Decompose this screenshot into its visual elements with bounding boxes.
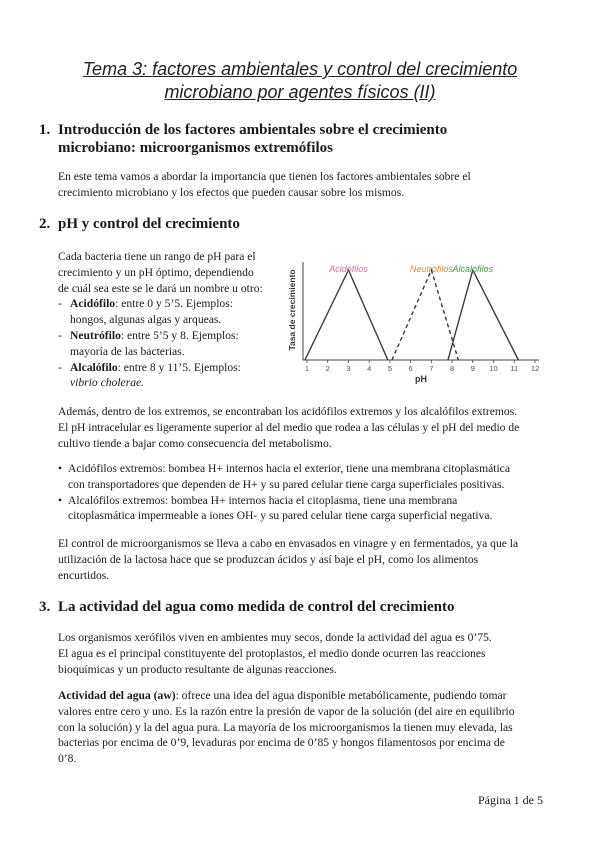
section-3-heading-text: La actividad del agua como medida de control del crecimiento xyxy=(58,599,455,615)
page-number: Página 1 de 5 xyxy=(478,793,543,807)
paragraph-line: El agua es el principal constituyente del protoplastos, el medio donde ocurren las reacciones xyxy=(58,646,486,660)
list-item xyxy=(58,360,278,392)
list-item-text: : entre 0 y 5’5. Ejemplos: xyxy=(115,297,233,311)
list-item-text: : entre 5’5 y 8. Ejemplos: xyxy=(120,328,239,342)
x-tick-label: 5 xyxy=(387,364,392,373)
ph-intro-block xyxy=(58,249,278,391)
x-tick-label: 8 xyxy=(450,364,455,373)
paragraph-line: de cuál sea este se le dará un nombre u otro: xyxy=(58,281,263,295)
section-1-heading xyxy=(39,121,448,157)
paragraph-line: En este tema vamos a abordar la importancia que tienen los factores ambientales sobre el xyxy=(58,170,471,183)
paragraph-line: Además, dentro de los extremos, se encontraban los acidófilos extremos y los alcalófilos extremos. xyxy=(58,405,518,418)
list-item-text: mayoría de las bacterias. xyxy=(70,344,185,358)
extremophile-bullets xyxy=(58,461,548,524)
y-axis-label: Tasa de crecimiento xyxy=(287,269,297,351)
paragraph-line xyxy=(58,688,544,704)
x-tick-label: 6 xyxy=(408,364,413,373)
paragraph-line: Cada bacteria tiene un rango de pH para el xyxy=(58,250,256,263)
bullet-marker: • xyxy=(58,493,63,507)
section-2-number: 2. xyxy=(39,216,51,232)
list-item-term: Alcalófilo xyxy=(70,360,118,374)
list-item xyxy=(58,296,278,328)
dash-marker: - xyxy=(58,360,62,374)
series-line-neutrófilos xyxy=(392,270,458,360)
section-3-paragraph-2 xyxy=(58,688,544,767)
paragraph-line: 0’8. xyxy=(58,752,77,766)
section-1-heading-line-2: microbiano: microorganismos extremófilos xyxy=(58,140,333,156)
section-1-heading-line-1: Introducción de los factores ambientales sobre el crecimiento xyxy=(58,122,448,138)
list-item-term: Acidófilo xyxy=(70,297,116,311)
paragraph-line: encurtidos. xyxy=(58,568,110,582)
x-tick-label: 7 xyxy=(429,364,434,373)
section-1-number: 1. xyxy=(39,122,51,138)
bullet-text: citoplasmática impermeable a iones OH- y su pared celular tiene carga superficial negativa. xyxy=(68,509,493,523)
paragraph-line: El control de microorganismos se lleva a cabo en envasados en vinagre y en fermentados, ya que la xyxy=(58,537,519,550)
x-tick-label: 4 xyxy=(367,364,372,373)
list-item xyxy=(58,328,278,360)
series-line-acidófilos xyxy=(305,270,388,360)
ph-growth-chart xyxy=(283,256,547,388)
paragraph-line: con la solución) y la del agua pura. La mayoría de los microorganismos la tienen muy elevada, las xyxy=(58,720,513,734)
bullet-text: con transportadores que dependen de H+ y su pared celular tiene carga superficiales positivas. xyxy=(68,477,505,491)
x-tick-label: 11 xyxy=(510,364,519,373)
bullet-item xyxy=(58,493,548,525)
section-3-number: 3. xyxy=(39,599,51,615)
legend-label-alcalófilos: Alcalófilos xyxy=(452,264,494,274)
paragraph-line: Los organismos xerófilos viven en ambientes muy secos, donde la actividad del agua es 0’75. xyxy=(58,631,492,644)
dash-marker: - xyxy=(58,328,62,342)
paragraph-line: valores entre cero y uno. Es la razón entre la presión de vapor de la solución (del aire en equilibrio xyxy=(58,704,515,718)
paragraph-line: El pH intracelular es ligeramente superior al del medio que rodea a las células y el pH del medio de xyxy=(58,420,520,434)
list-item-term: Neutrófilo xyxy=(70,328,121,342)
list-item-text: vibrio cholerae. xyxy=(70,376,145,390)
paragraph-text: : ofrece una idea del agua disponible metabólicamente, pudiendo tomar xyxy=(175,689,507,702)
legend-label-acidófilos: Acidófilos xyxy=(329,264,368,274)
x-tick-label: 2 xyxy=(325,364,330,373)
aw-term: Actividad del agua (aw) xyxy=(58,689,176,702)
x-tick-label: 9 xyxy=(470,364,475,373)
paragraph-line: crecimiento y un pH óptimo, dependiendo xyxy=(58,265,254,279)
section-3-paragraph-1 xyxy=(58,630,544,677)
x-tick-label: 10 xyxy=(489,364,498,373)
section-2-heading xyxy=(39,215,240,233)
x-tick-label: 1 xyxy=(304,364,310,373)
series-line-alcalófilos xyxy=(448,270,518,360)
paragraph-line: crecimiento microbiano y los efectos que pueden causar sobre los mismos. xyxy=(58,185,405,199)
legend-label-neutrófilos: Neutrófilos xyxy=(409,264,453,274)
section-2-heading-text: pH y control del crecimiento xyxy=(58,216,240,232)
list-item-text: : entre 8 y 11’5. Ejemplos: xyxy=(117,360,241,374)
title-line-2: microbiano por agentes físicos (II) xyxy=(164,82,436,102)
paragraph-line: utilización de la lactosa hace que se produzcan ácidos y así baje el pH, como los alimentos xyxy=(58,552,479,566)
section-2-paragraph-2 xyxy=(58,404,544,451)
list-item-text: hongos, algunas algas y arqueas. xyxy=(70,313,222,327)
section-3-heading xyxy=(39,598,455,616)
paragraph-line: bacterias por encima de 0’9, levaduras por encima de 0’85 y hongos filamentosos por encima de xyxy=(58,736,505,750)
paragraph-line: cultivo tiende a bajar como consecuencia del metabolismo. xyxy=(58,436,332,450)
document-title xyxy=(40,58,560,104)
x-tick-label: 12 xyxy=(530,364,540,373)
section-1-paragraph xyxy=(58,169,544,201)
dash-marker: - xyxy=(58,297,62,311)
title-line-1: Tema 3: factores ambientales y control del crecimiento xyxy=(82,59,518,79)
bullet-text: Acidófilos extremos: bombea H+ internos hacia el exterior, tiene una membrana citoplasmática xyxy=(68,462,510,475)
bullet-item xyxy=(58,461,548,493)
x-axis-label: pH xyxy=(415,374,427,384)
x-tick-label: 3 xyxy=(346,364,351,373)
bullet-text: Alcalófilos extremos: bombea H+ internos hacia el citoplasma, tiene una membrana xyxy=(68,493,458,507)
bullet-marker: • xyxy=(58,462,63,475)
paragraph-line: bioquímicas y un producto resultante de algunas reacciones. xyxy=(58,662,337,676)
section-2-paragraph-3 xyxy=(58,536,544,583)
